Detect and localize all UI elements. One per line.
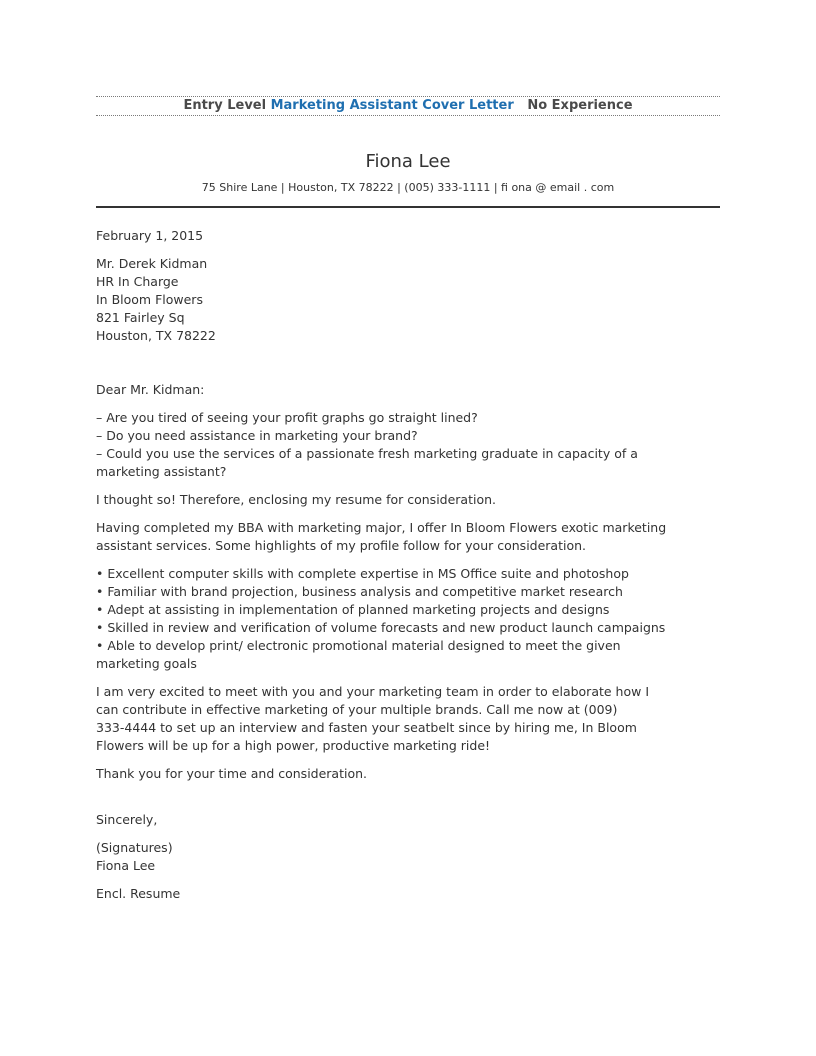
salutation: Dear Mr. Kidman: [96,382,205,397]
closing: Sincerely, [96,812,158,827]
recipient-name: Mr. Derek Kidman [96,256,208,271]
highlight-item-continued: marketing goals [96,656,197,671]
sender-name: Fiona Lee [365,151,451,172]
question-item: – Are you tired of seeing your profit graphs go straight lined? [96,410,478,425]
sender-contact: 75 Shire Lane | Houston, TX 78222 | (005) 333-1111 | fi ona @ email . com [201,181,615,194]
paragraph-call-to-action [96,683,720,755]
title-prefix: Entry Level [183,98,271,113]
signature-block [96,839,720,875]
recipient-company: In Bloom Flowers [96,292,203,307]
paragraph-line: 333-4444 to set up an interview and fasten your seatbelt since by hiring me, In Bloom [96,720,637,735]
letter-page [96,96,720,903]
header-divider [96,206,720,208]
letter-date: February 1, 2015 [96,228,204,243]
paragraph-line: I am very excited to meet with you and your marketing team in order to elaborate how I [96,684,650,699]
highlights-list [96,565,720,673]
highlight-item: • Skilled in review and verification of volume forecasts and new product launch campaigns [96,620,666,635]
title-suffix: No Experience [527,98,633,113]
paragraph-line: Having completed my BBA with marketing major, I offer In Bloom Flowers exotic marketing [96,520,667,535]
paragraph-background [96,519,720,555]
title-highlight: Marketing Assistant Cover Letter [270,98,514,113]
paragraph-thanks: Thank you for your time and consideration. [96,766,368,781]
question-item-continued: marketing assistant? [96,464,227,479]
document-title-bar [96,96,720,116]
highlight-item: • Familiar with brand projection, business analysis and competitive market research [96,584,623,599]
recipient-title: HR In Charge [96,274,179,289]
highlight-item: • Excellent computer skills with complete expertise in MS Office suite and photoshop [96,566,629,581]
paragraph-line: can contribute in effective marketing of your multiple brands. Call me now at (009) [96,702,618,717]
recipient-street: 821 Fairley Sq [96,310,185,325]
signature-placeholder: (Signatures) [96,840,173,855]
highlight-item: • Able to develop print/ electronic promotional material designed to meet the given [96,638,621,653]
question-item: – Could you use the services of a passionate fresh marketing graduate in capacity of a [96,446,638,461]
question-list [96,409,720,481]
paragraph-line: Flowers will be up for a high power, productive marketing ride! [96,738,491,753]
recipient-city: Houston, TX 78222 [96,328,216,343]
highlight-item: • Adept at assisting in implementation of planned marketing projects and designs [96,602,610,617]
question-item: – Do you need assistance in marketing your brand? [96,428,418,443]
enclosure-note: Encl. Resume [96,886,181,901]
recipient-address [96,255,720,345]
paragraph-intro: I thought so! Therefore, enclosing my resume for consideration. [96,492,497,507]
paragraph-line: assistant services. Some highlights of my profile follow for your consideration. [96,538,587,553]
signature-name: Fiona Lee [96,858,156,873]
